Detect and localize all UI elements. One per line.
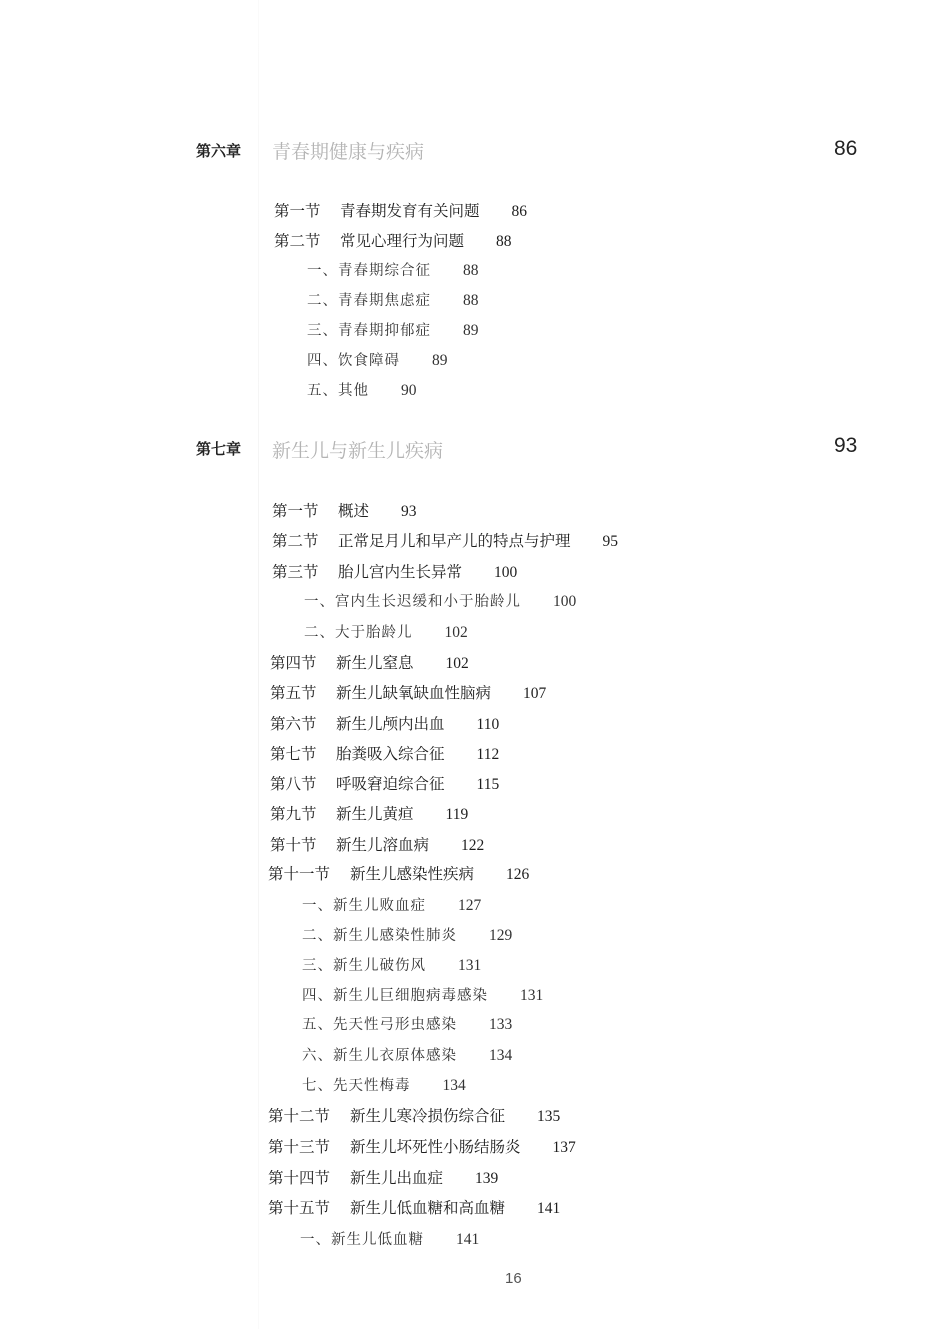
section-title: 新生儿坏死性小肠结肠炎	[350, 1138, 521, 1156]
chapter-7-label: 第七章	[196, 440, 242, 458]
chapter-7-page: 93	[834, 434, 858, 457]
section-title: 新生儿感染性疾病	[350, 865, 475, 883]
toc-subentry[interactable]	[302, 984, 543, 1005]
subsection-page: 131	[520, 987, 544, 1004]
section-label: 第六节	[270, 715, 317, 733]
chapter-7-title: 新生儿与新生儿疾病	[272, 440, 444, 462]
toc-subentry[interactable]	[307, 319, 479, 340]
section-label: 第九节	[270, 805, 317, 823]
section-page: 115	[476, 776, 500, 793]
section-page: 141	[537, 1200, 561, 1217]
subsection-label: 五、	[302, 1017, 333, 1033]
section-label: 第一节	[274, 202, 321, 220]
toc-entry[interactable]	[272, 560, 517, 582]
toc-subentry[interactable]	[307, 259, 479, 280]
section-page: 126	[506, 866, 530, 883]
section-title: 正常足月儿和早产儿的特点与护理	[338, 532, 571, 550]
section-page: 122	[461, 837, 485, 854]
section-label: 第五节	[270, 684, 317, 702]
subsection-label: 三、	[307, 323, 338, 339]
subsection-title: 青春期综合征	[338, 263, 431, 279]
section-page: 100	[494, 564, 518, 581]
section-title: 新生儿低血糖和高血糖	[350, 1199, 506, 1217]
subsection-label: 五、	[307, 383, 338, 399]
section-title: 新生儿出血症	[350, 1169, 444, 1187]
section-page: 107	[523, 685, 547, 702]
section-title: 新生儿寒冷损伤综合征	[350, 1107, 506, 1125]
subsection-page: 127	[458, 897, 482, 914]
toc-entry[interactable]	[268, 1104, 560, 1126]
toc-entry[interactable]	[268, 1166, 498, 1188]
section-label: 第二节	[272, 532, 319, 550]
section-page: 119	[445, 806, 469, 823]
section-page: 95	[602, 533, 619, 550]
subsection-label: 一、	[300, 1232, 331, 1248]
subsection-label: 四、	[307, 353, 338, 369]
toc-subentry[interactable]	[307, 289, 479, 310]
section-title: 胎儿宫内生长异常	[338, 563, 463, 581]
toc-entry[interactable]	[274, 229, 512, 251]
subsection-page: 134	[442, 1077, 466, 1094]
section-title: 常见心理行为问题	[340, 232, 465, 250]
toc-subentry[interactable]	[302, 954, 481, 975]
toc-entry[interactable]	[270, 712, 499, 734]
toc-entry[interactable]	[270, 802, 468, 824]
section-title: 胎粪吸入综合征	[336, 745, 445, 763]
toc-subentry[interactable]	[302, 1044, 512, 1065]
section-label: 第一节	[272, 502, 319, 520]
toc-subentry[interactable]	[307, 379, 417, 400]
subsection-label: 二、	[302, 928, 333, 944]
section-label: 第十二节	[268, 1107, 331, 1125]
subsection-page: 88	[463, 292, 479, 309]
toc-entry[interactable]	[270, 681, 546, 703]
toc-entry[interactable]	[272, 499, 417, 521]
section-label: 第三节	[272, 563, 319, 581]
toc-entry[interactable]	[272, 529, 618, 551]
toc-subentry[interactable]	[304, 621, 468, 642]
toc-entry[interactable]	[268, 1135, 576, 1157]
chapter-6-label: 第六章	[196, 142, 242, 160]
chapter-6-title: 青春期健康与疾病	[272, 141, 425, 163]
subsection-label: 三、	[302, 958, 333, 974]
subsection-page: 134	[489, 1047, 513, 1064]
subsection-page: 89	[463, 322, 479, 339]
section-label: 第四节	[270, 654, 317, 672]
chapter-6-page: 86	[834, 137, 858, 160]
subsection-label: 一、	[304, 594, 335, 610]
toc-entry[interactable]	[270, 651, 469, 673]
subsection-label: 四、	[302, 988, 333, 1004]
toc-subentry[interactable]	[307, 349, 448, 370]
page-gutter-shadow	[258, 0, 259, 1329]
section-title: 青春期发育有关问题	[340, 202, 480, 220]
section-title: 新生儿缺氧缺血性脑病	[336, 684, 492, 702]
section-title: 呼吸窘迫综合征	[336, 775, 445, 793]
section-page: 139	[475, 1170, 499, 1187]
subsection-page: 100	[553, 593, 577, 610]
subsection-title: 新生儿巨细胞病毒感染	[333, 988, 488, 1004]
toc-subentry[interactable]	[302, 1074, 466, 1095]
toc-entry[interactable]	[268, 1196, 560, 1218]
section-label: 第十一节	[268, 865, 331, 883]
subsection-title: 新生儿低血糖	[331, 1232, 424, 1248]
section-label: 第十五节	[268, 1199, 331, 1217]
section-page: 137	[552, 1139, 576, 1156]
section-title: 新生儿颅内出血	[336, 715, 445, 733]
toc-entry[interactable]	[270, 742, 499, 764]
subsection-label: 六、	[302, 1048, 333, 1064]
section-page: 110	[476, 716, 500, 733]
subsection-title: 其他	[338, 383, 369, 399]
subsection-title: 青春期抑郁症	[338, 323, 431, 339]
toc-subentry[interactable]	[302, 1013, 512, 1034]
toc-entry[interactable]	[274, 199, 527, 221]
subsection-title: 新生儿败血症	[333, 898, 426, 914]
section-page: 135	[537, 1108, 561, 1125]
toc-entry[interactable]	[270, 772, 499, 794]
subsection-title: 先天性梅毒	[333, 1078, 411, 1094]
subsection-page: 131	[458, 957, 482, 974]
subsection-page: 129	[489, 927, 513, 944]
subsection-page: 133	[489, 1016, 513, 1033]
subsection-page: 88	[463, 262, 479, 279]
subsection-page: 90	[401, 382, 417, 399]
subsection-title: 新生儿衣原体感染	[333, 1048, 457, 1064]
section-page: 93	[401, 503, 417, 520]
subsection-title: 宫内生长迟缓和小于胎龄儿	[335, 594, 521, 610]
subsection-label: 二、	[307, 293, 338, 309]
subsection-title: 青春期焦虑症	[338, 293, 431, 309]
toc-subentry[interactable]	[302, 894, 481, 915]
section-title: 新生儿窒息	[336, 654, 414, 672]
toc-entry[interactable]	[270, 833, 484, 855]
section-label: 第二节	[274, 232, 321, 250]
subsection-title: 先天性弓形虫感染	[333, 1017, 457, 1033]
subsection-title: 新生儿感染性肺炎	[333, 928, 457, 944]
subsection-page: 89	[432, 352, 448, 369]
toc-entry[interactable]	[268, 862, 529, 884]
toc-subentry[interactable]	[304, 590, 576, 611]
section-page: 86	[511, 203, 528, 220]
subsection-page: 141	[456, 1231, 480, 1248]
subsection-label: 七、	[302, 1078, 333, 1094]
section-label: 第八节	[270, 775, 317, 793]
subsection-label: 一、	[302, 898, 333, 914]
section-page: 102	[445, 655, 469, 672]
section-title: 新生儿溶血病	[336, 836, 430, 854]
subsection-title: 饮食障碍	[338, 353, 400, 369]
section-title: 新生儿黄疸	[336, 805, 414, 823]
toc-subentry[interactable]	[300, 1228, 479, 1249]
page-number: 16	[505, 1270, 522, 1287]
toc-subentry[interactable]	[302, 924, 512, 945]
section-page: 112	[476, 746, 500, 763]
subsection-title: 新生儿破伤风	[333, 958, 426, 974]
section-label: 第十三节	[268, 1138, 331, 1156]
subsection-label: 一、	[307, 263, 338, 279]
section-label: 第十节	[270, 836, 317, 854]
section-label: 第十四节	[268, 1169, 331, 1187]
section-page: 88	[496, 233, 512, 250]
subsection-title: 大于胎龄儿	[335, 625, 413, 641]
subsection-label: 二、	[304, 625, 335, 641]
subsection-page: 102	[444, 624, 468, 641]
section-title: 概述	[338, 502, 370, 520]
section-label: 第七节	[270, 745, 317, 763]
